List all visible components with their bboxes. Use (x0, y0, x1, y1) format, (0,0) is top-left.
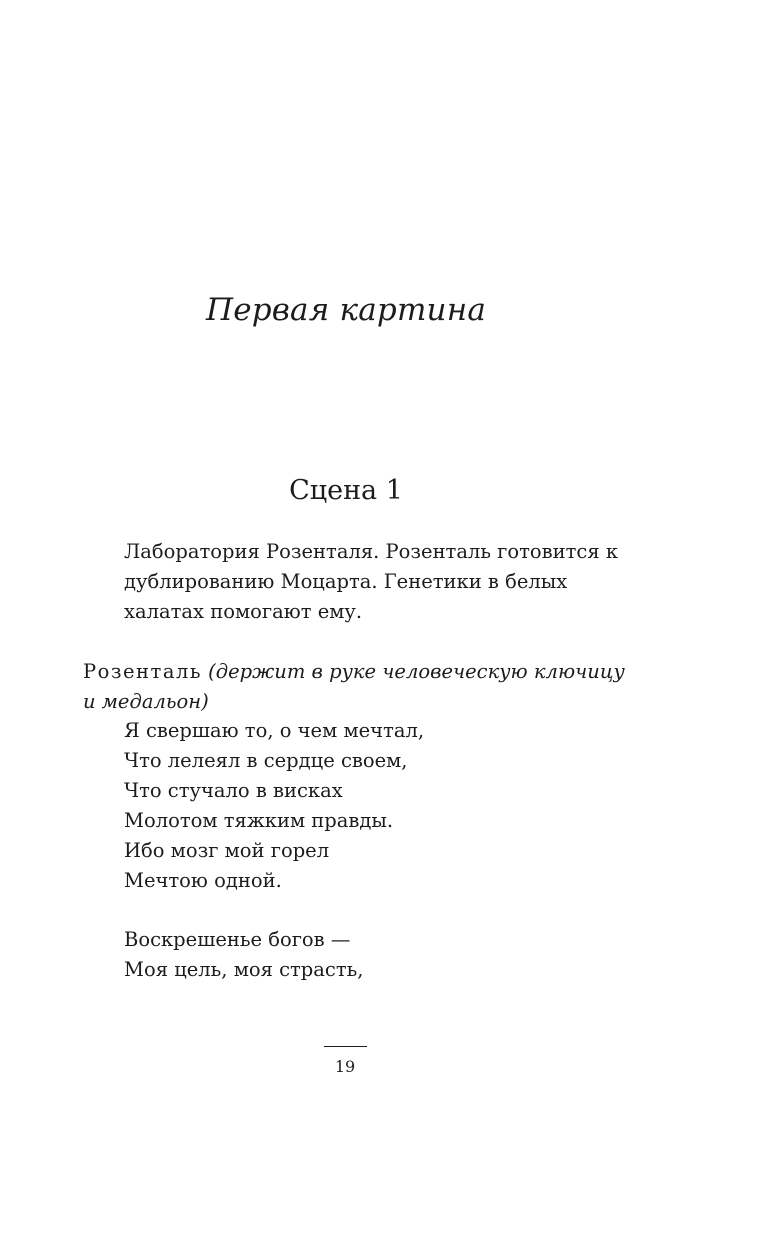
verse-stanza-2 (124, 925, 624, 985)
verse-line: Я свершаю то, о чем мечтал, (124, 719, 425, 742)
verse-line: Что лелеял в сердце своем, (124, 749, 408, 772)
verse-line: Ибо мозг мой горел (124, 839, 330, 862)
stage-direction: Лаборатория Розенталя. Розенталь готовится к дублированию Моцарта. Генетики в белых халатах помогают ему. (124, 540, 619, 623)
page-number: 19 (334, 1057, 356, 1076)
speaker-remark: (держит в руке человеческую ключицу и медальон) (83, 660, 625, 713)
verse-line: Моя цель, моя страсть, (124, 958, 364, 981)
verse-line: Мечтою одной. (124, 869, 282, 892)
verse-line: Воскрешенье богов — (124, 928, 351, 951)
speech-heading (83, 657, 628, 717)
verse-stanza-1 (124, 716, 624, 896)
verse-line: Что стучало в висках (124, 779, 343, 802)
verse-line: Молотом тяжким правды. (124, 809, 394, 832)
page-number-rule (324, 1046, 367, 1047)
part-title: Первая картина (205, 292, 487, 328)
speaker-name: Розенталь (83, 660, 202, 683)
scene-title: Сцена 1 (289, 475, 403, 506)
